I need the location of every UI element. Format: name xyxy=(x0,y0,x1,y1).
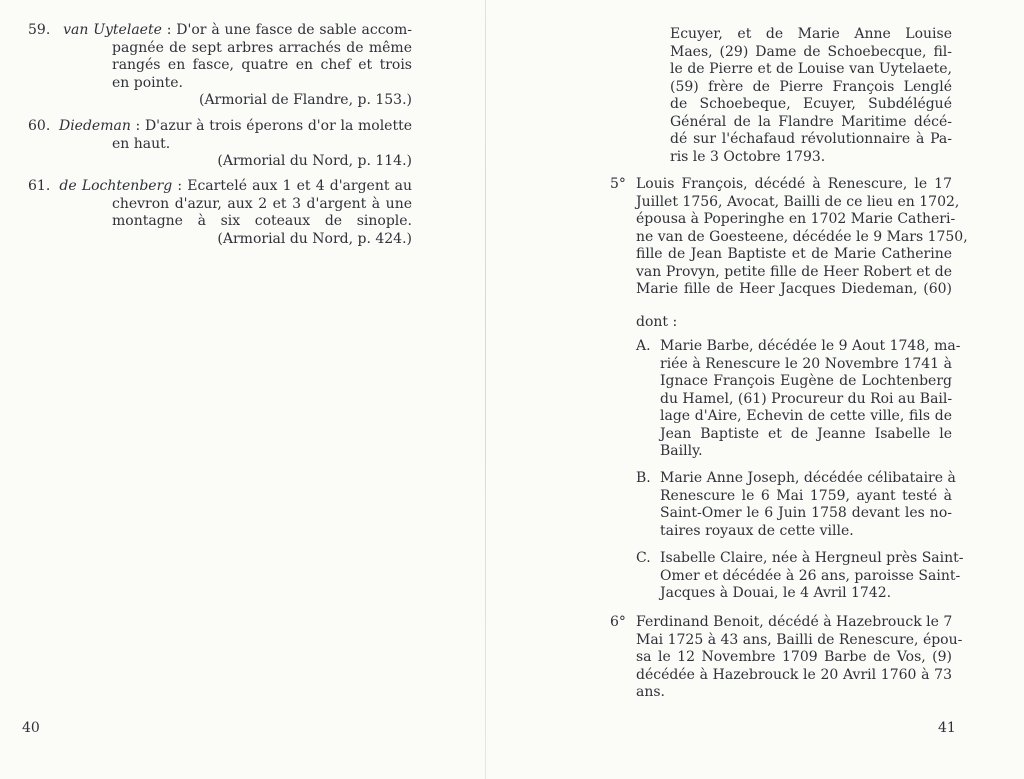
entry-line: : Ecartelé aux 1 et 4 d'argent au xyxy=(172,178,413,194)
text-line: ne van de Goesteene, décédée le 9 Mars 1750, xyxy=(636,228,968,245)
text-line: ris le 3 Octobre 1793. xyxy=(670,148,826,165)
page-number-left: 40 xyxy=(22,720,40,736)
entry-line: en haut. xyxy=(112,135,171,152)
text-line: sa le 12 Novembre 1709 Barbe de Vos, (9) xyxy=(636,649,952,665)
armorial-entry-60 xyxy=(28,118,412,171)
text-line: Jacques à Douai, le 4 Avril 1742. xyxy=(660,585,892,601)
item-5 xyxy=(636,176,968,299)
item-6 xyxy=(636,614,963,702)
text-line: lage d'Aire, Echevin de cette ville, fils de xyxy=(660,408,952,424)
text-line: van Provyn, petite fille de Heer Robert et de xyxy=(636,263,952,280)
entry-number: 60. xyxy=(28,118,51,134)
text-line: Ignace François Eugène de Lochtenberg xyxy=(660,373,952,389)
entry-source: (Armorial de Flandre, p. 153.) xyxy=(198,92,412,108)
left-page xyxy=(0,0,486,779)
entry-line: montagne à six coteaux de sinople. xyxy=(112,213,412,229)
text-line: Jean Baptiste et de Jeanne Isabelle le xyxy=(660,425,952,442)
text-line: (59) frère de Pierre François Lenglé xyxy=(670,78,952,95)
text-line: Marie Barbe, décédée le 9 Aout 1748, ma- xyxy=(660,338,961,354)
text-line: Bailly. xyxy=(660,443,703,459)
entry-line: en pointe. xyxy=(112,74,183,91)
text-line: Juillet 1756, Avocat, Bailli de ce lieu en 1702, xyxy=(636,193,960,210)
entry-line: chevron d'azur, aux 2 et 3 d'argent à une xyxy=(112,195,412,212)
dont-label: dont : xyxy=(636,314,678,330)
text-line: décédée à Hazebrouck le 20 Avril 1760 à 73 xyxy=(636,666,952,683)
entry-source: (Armorial du Nord, p. 114.) xyxy=(217,153,412,169)
text-line: Mai 1725 à 43 ans, Bailli de Renescure, épou- xyxy=(636,631,963,648)
text-line: Maes, (29) Dame de Schoebecque, fil- xyxy=(670,43,952,60)
page-number-right: 41 xyxy=(938,720,956,736)
entry-name: Diedeman xyxy=(58,118,131,134)
continuation-block xyxy=(670,26,952,166)
subitem-a xyxy=(660,338,961,461)
entry-line: : D'or à une fasce de sable accom- xyxy=(161,22,412,38)
armorial-entry-61 xyxy=(28,178,412,248)
armorial-entry-59 xyxy=(28,22,412,110)
subitem-b xyxy=(660,470,956,540)
entry-line: pagnée de sept arbres arrachés de même xyxy=(112,39,412,56)
text-line: Saint-Omer le 6 Juin 1758 devant les no- xyxy=(660,505,952,521)
entry-line: rangés en fasce, quatre en chef et trois xyxy=(112,57,412,73)
text-line: riée à Renescure le 20 Novembre 1741 à xyxy=(660,355,952,372)
entry-line: : D'azur à trois éperons d'or la molette xyxy=(130,118,412,134)
text-line: taires royaux de cette ville. xyxy=(660,522,854,539)
text-line: Ferdinand Benoit, décédé à Hazebrouck le 7 xyxy=(636,614,953,630)
right-page xyxy=(486,0,1024,779)
entry-number: 59. xyxy=(28,22,51,38)
text-line: Louis François, décédé à Renescure, le 17 xyxy=(636,176,952,192)
text-line: Marie Anne Joseph, décédée célibataire à xyxy=(660,470,956,486)
entry-name: van Uytelaete xyxy=(63,22,162,38)
text-line: épousa à Poperinghe en 1702 Marie Catheri- xyxy=(636,211,956,227)
item-marker-5: 5° xyxy=(610,176,626,192)
text-line: de Schoebeque, Ecuyer, Subdélégué xyxy=(670,96,952,112)
entry-source: (Armorial du Nord, p. 424.) xyxy=(217,230,412,247)
subitem-letter-a: A. xyxy=(636,338,651,354)
subitem-c xyxy=(660,550,964,603)
subitem-letter-c: C. xyxy=(636,550,651,566)
entry-number: 61. xyxy=(28,178,51,194)
text-line: ans. xyxy=(636,684,665,700)
entry-name: de Lochtenberg xyxy=(59,178,173,194)
text-line: Omer et décédée à 26 ans, paroisse Saint- xyxy=(660,567,961,584)
text-line: Renescure le 6 Mai 1759, ayant testé à xyxy=(660,487,952,504)
text-line: du Hamel, (61) Procureur du Roi au Bail- xyxy=(660,390,953,407)
item-marker-6: 6° xyxy=(610,614,626,630)
text-line: dé sur l'échafaud révolutionnaire à Pa- xyxy=(670,131,952,147)
subitem-letter-b: B. xyxy=(636,470,651,486)
text-line: Général de la Flandre Maritime décé- xyxy=(670,113,952,130)
text-line: fille de Jean Baptiste et de Marie Catherine xyxy=(636,246,952,262)
text-line: Marie fille de Heer Jacques Diedeman, (60) xyxy=(636,281,952,297)
text-line: le de Pierre et de Louise van Uytelaete, xyxy=(670,61,952,77)
text-line: Isabelle Claire, née à Hergneul près Saint- xyxy=(660,550,964,566)
text-line: Ecuyer, et de Marie Anne Louise xyxy=(670,26,952,42)
